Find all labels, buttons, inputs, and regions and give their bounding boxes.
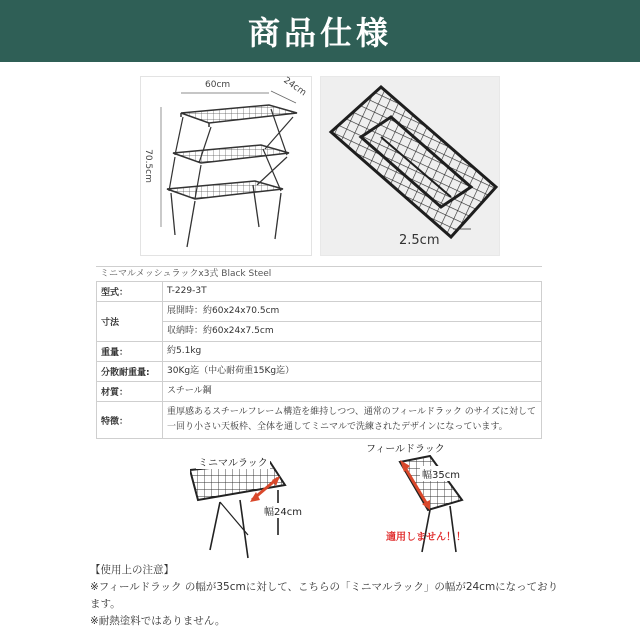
spec-table-section	[96, 266, 542, 439]
material-label: 材質：	[97, 382, 163, 402]
minimal-rack-name: ミニマルラック	[196, 454, 270, 469]
size-expanded-value: 展開時：約60x24x70.5cm	[163, 302, 542, 322]
table-row-size-stored	[97, 322, 542, 342]
mesh-drawing	[321, 77, 501, 257]
material-value: スチール鋼	[163, 382, 542, 402]
field-rack-drawing	[360, 440, 500, 565]
field-rack-comparison	[360, 440, 500, 565]
size-stored-value: 収納時：約60x24x7.5cm	[163, 322, 542, 342]
spec-table	[96, 281, 542, 439]
mesh-closeup-photo	[320, 76, 500, 256]
table-row-model	[97, 282, 542, 302]
table-row-feature	[97, 402, 542, 439]
weight-label: 重量：	[97, 342, 163, 362]
rack-drawing	[141, 77, 313, 257]
table-row-size-expanded	[97, 302, 542, 322]
table-row-material	[97, 382, 542, 402]
table-row-weight	[97, 342, 542, 362]
minimal-rack-width: 幅24cm	[262, 503, 304, 518]
page-title: 商品仕様	[247, 14, 392, 52]
notes-line-heat: ※耐熱塗料ではありません。	[90, 615, 226, 627]
field-rack-name: フィールドラック	[364, 440, 447, 455]
model-value: T-229-3T	[163, 282, 542, 302]
mesh-spacing-label: 2.5cm	[399, 233, 440, 248]
size-label: 寸法	[97, 302, 163, 342]
minimal-rack-comparison	[190, 440, 320, 565]
notes-heading: 【使用上の注意】	[90, 564, 174, 576]
usage-notes	[90, 562, 560, 630]
notes-line-width: ※フィールドラック の幅が35cmに対して、こちらの「ミニマルラック」の幅が24cmになっております。	[90, 581, 559, 610]
table-row-load	[97, 362, 542, 382]
dimension-width-label: 60cm	[205, 80, 231, 90]
dimension-height-label: 70.5cm	[142, 149, 153, 183]
product-name-caption: ミニマルメッシュラックx3式 Black Steel	[96, 266, 542, 281]
load-label: 分散耐重量:	[97, 362, 163, 382]
weight-value: 約5.1kg	[163, 342, 542, 362]
feature-value: 重厚感あるスチールフレーム構造を維持しつつ、通常のフィールドラック のサイズに対して一回り小さい天板枠、全体を通してミニマルで洗練されたデザインになっています。	[163, 402, 542, 439]
model-label: 型式：	[97, 282, 163, 302]
dimension-depth-label: 24cm	[281, 75, 308, 99]
load-value: 30Kg迄（中心耐荷重15Kg迄）	[163, 362, 542, 382]
header-banner	[0, 0, 640, 62]
feature-label: 特徴：	[97, 402, 163, 439]
field-rack-width: 幅35cm	[420, 466, 462, 481]
rack-dimension-photo	[140, 76, 312, 256]
not-applicable-warning: 適用しません！！	[386, 532, 466, 543]
